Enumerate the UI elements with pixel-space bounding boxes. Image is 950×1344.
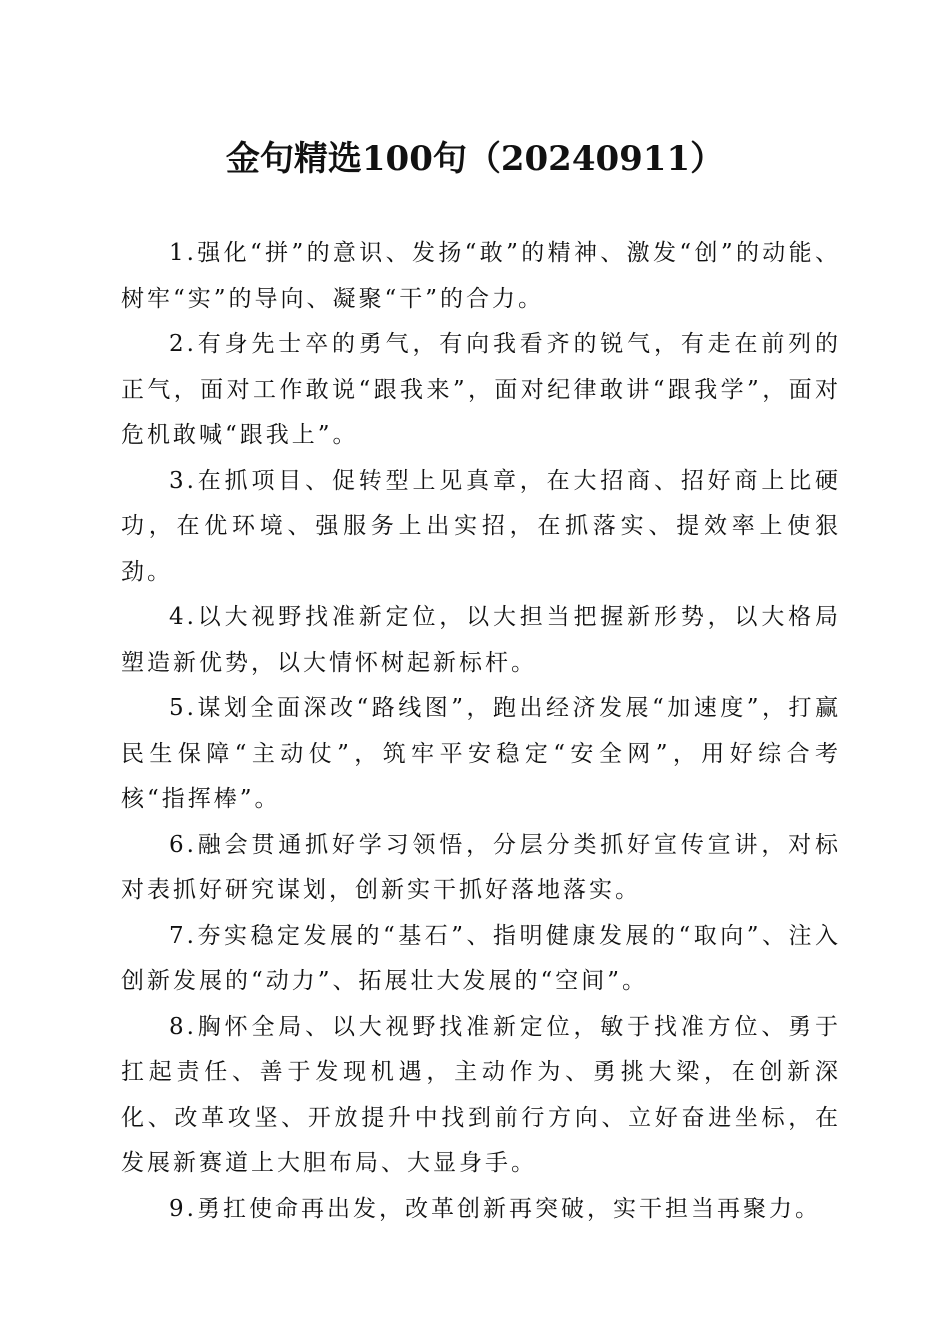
paragraph-3: 3.在抓项目、促转型上见真章，在大招商、招好商上比硬功，在优环境、强服务上出实招，在抓落实、提效率上使狠劲。: [121, 467, 841, 585]
paragraph-6: 6.融会贯通抓好学习领悟，分层分类抓好宣传宣讲，对标对表抓好研究谋划，创新实干抓好落地落实。: [121, 831, 841, 903]
paragraph-1: 1.强化“拼”的意识、发扬“敢”的精神、激发“创”的动能、树牢“实”的导向、凝聚“干”的合力。: [121, 240, 841, 312]
paragraph-5: 5.谋划全面深改“路线图”，跑出经济发展“加速度”，打赢民生保障“主动仗”，筑牢平安稳定“安全网”，用好综合考核“指挥棒”。: [121, 695, 841, 812]
paragraph-8: 8.胸怀全局、以大视野找准新定位，敏于找准方位、勇于扛起责任、善于发现机遇，主动作为、勇挑大梁，在创新深化、改革攻坚、开放提升中找到前行方向、立好奋进坐标，在发展新赛道上大胆布局、大显身手。: [121, 1013, 841, 1176]
paragraph-9: 9.勇扛使命再出发，改革创新再突破，实干担当再聚力。: [169, 1195, 821, 1222]
document-body: [121, 231, 841, 1232]
paragraph-4: 4.以大视野找准新定位，以大担当把握新形势，以大格局塑造新优势，以大情怀树起新标杆。: [121, 604, 841, 676]
paragraph-2: 2.有身先士卒的勇气，有向我看齐的锐气，有走在前列的正气，面对工作敢说“跟我来”，面对纪律敢讲“跟我学”，面对危机敢喊“跟我上”。: [121, 331, 841, 448]
document-title: 金句精选100句（20240911）: [225, 139, 725, 179]
paragraph-7: 7.夯实稳定发展的“基石”、指明健康发展的“取向”、注入创新发展的“动力”、拓展壮大发展的“空间”。: [121, 922, 841, 994]
